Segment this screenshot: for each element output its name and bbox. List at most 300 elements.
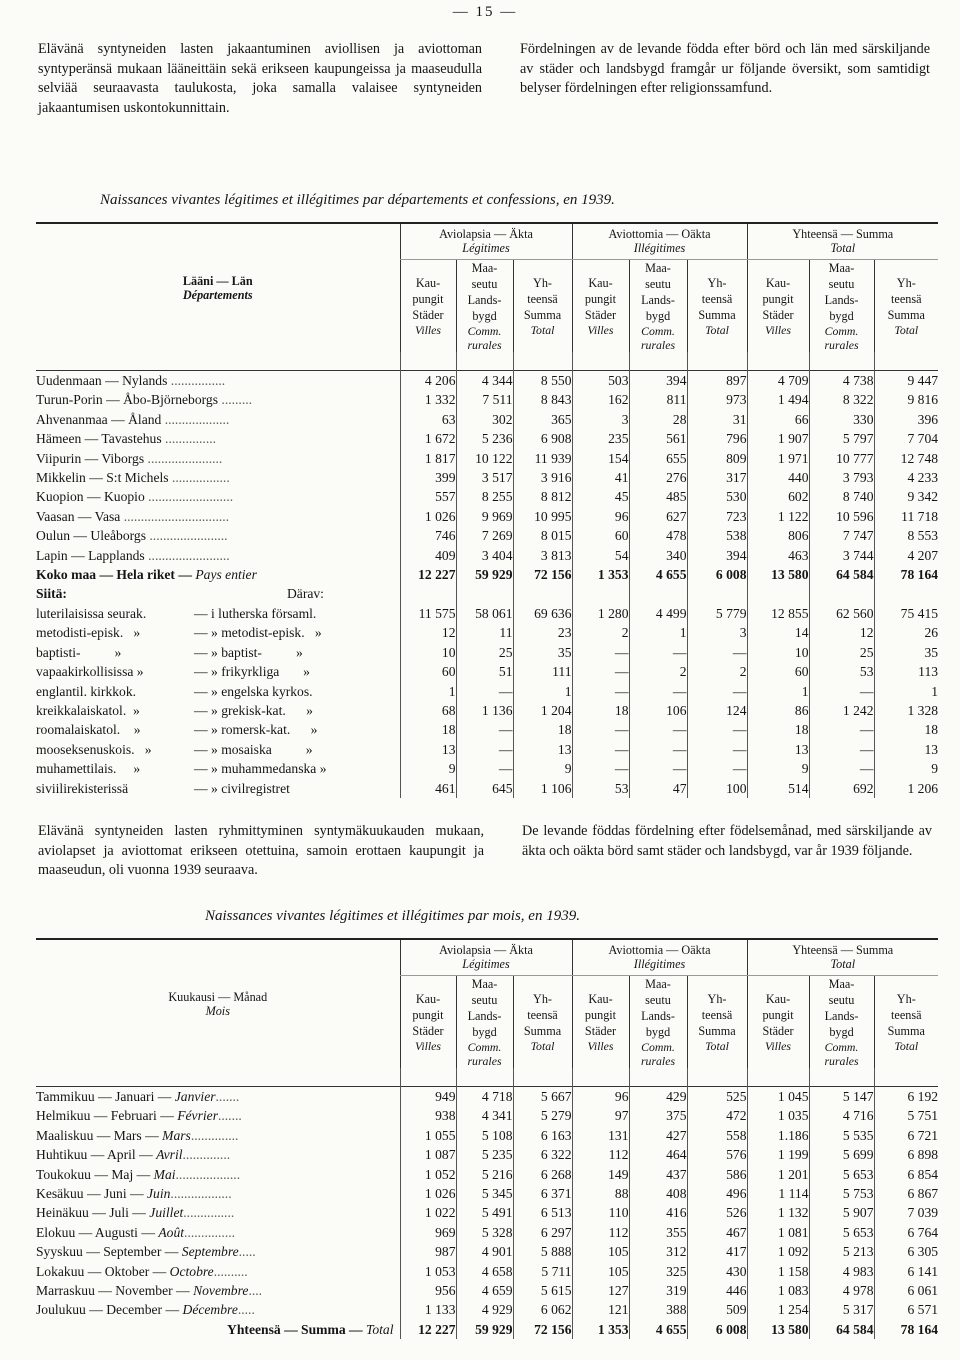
value-cell: 427: [629, 1126, 687, 1145]
religion-swedish: — » frikyrkliga »: [194, 664, 310, 680]
value-cell: 11: [456, 623, 513, 642]
value-cell: 13 580: [747, 565, 809, 584]
value-cell: 121: [572, 1300, 629, 1319]
value-cell: 340: [629, 546, 687, 565]
column-header-1-1: [629, 260, 687, 353]
value-cell: 5 711: [513, 1262, 572, 1281]
table-row: [36, 487, 938, 506]
leader-dots: ...............................: [123, 508, 230, 524]
total-row: [36, 1320, 938, 1339]
value-cell: 1 022: [400, 1203, 456, 1222]
value-cell: 1 907: [747, 429, 809, 448]
religion-label: [36, 740, 400, 759]
table-row: [36, 410, 938, 429]
total-label-text: Yhteensä — Summa —: [227, 1321, 363, 1337]
value-cell: 8 322: [809, 390, 874, 409]
leader-dots: .........: [221, 392, 253, 408]
month-name: Maaliskuu — Mars —: [36, 1127, 159, 1143]
of-which-finnish: Siitä:: [36, 586, 67, 602]
value-cell: 526: [687, 1203, 747, 1222]
value-cell: 28: [629, 410, 687, 429]
value-cell: 13: [874, 740, 938, 759]
value-cell: 6 898: [874, 1145, 938, 1164]
value-cell: 1 026: [400, 1184, 456, 1203]
value-cell: 88: [572, 1184, 629, 1203]
value-cell: 5 888: [513, 1242, 572, 1261]
value-cell: 1 353: [572, 565, 629, 584]
column-header-line: bygd: [829, 309, 854, 323]
value-cell: 5 235: [456, 1145, 513, 1164]
value-cell: 4 659: [456, 1281, 513, 1300]
leader-dots: ..................: [170, 1186, 232, 1202]
month-label: [36, 1106, 400, 1125]
value-cell: 18: [400, 720, 456, 739]
column-header-line: Städer: [412, 308, 444, 322]
value-cell: 105: [572, 1262, 629, 1281]
value-cell: 692: [809, 779, 874, 798]
religion-finnish: baptisti- »: [36, 644, 122, 660]
value-cell: 416: [629, 1203, 687, 1222]
value-cell: 8 550: [513, 371, 572, 391]
month-name: Kesäkuu — Juni —: [36, 1186, 144, 1202]
religion-label: [36, 604, 400, 623]
value-cell: 12 227: [400, 1320, 456, 1339]
value-cell: 7 039: [874, 1203, 938, 1222]
value-cell: 645: [456, 779, 513, 798]
value-cell: 9 969: [456, 507, 513, 526]
value-cell: 12: [809, 623, 874, 642]
value-cell: 10 777: [809, 449, 874, 468]
value-cell: 41: [572, 468, 629, 487]
value-cell: 2: [687, 662, 747, 681]
column-header-1-2: [687, 260, 747, 353]
religion-label: [36, 623, 400, 642]
value-cell: 12: [400, 623, 456, 642]
value-cell: —: [687, 643, 747, 662]
leader-dots: ...................: [164, 411, 230, 427]
value-cell: 1 053: [400, 1262, 456, 1281]
value-cell: 149: [572, 1165, 629, 1184]
department-label: [36, 410, 400, 429]
table-row: [36, 390, 938, 409]
value-cell: 8 812: [513, 487, 572, 506]
row-header-cell: [36, 223, 400, 352]
empty-cell: [456, 584, 513, 603]
religion-label: [36, 779, 400, 798]
value-cell: 1 092: [747, 1242, 809, 1261]
spacer-cell: [513, 1068, 572, 1087]
value-cell: 938: [400, 1106, 456, 1125]
value-cell: 1 081: [747, 1223, 809, 1242]
value-cell: 35: [513, 643, 572, 662]
table-2-body: [36, 1068, 938, 1339]
value-cell: 9: [400, 759, 456, 778]
value-cell: 440: [747, 468, 809, 487]
religion-label: [36, 643, 400, 662]
intro-text-swedish: Fördelningen av de levande födda efter börd och län med särskiljande av städer och landsbygd framgår ur följande översikt, som samtidigt belyser fördelningen efter religionssamfund.: [520, 41, 930, 97]
department-label: [36, 429, 400, 448]
value-cell: 530: [687, 487, 747, 506]
value-cell: —: [687, 682, 747, 701]
value-cell: 4 655: [629, 1320, 687, 1339]
value-cell: 6 008: [687, 1320, 747, 1339]
religion-row: [36, 623, 938, 642]
month-french: Septembre: [181, 1244, 239, 1260]
value-cell: 4 716: [809, 1106, 874, 1125]
religion-label: [36, 662, 400, 681]
value-cell: 6 008: [687, 565, 747, 584]
column-header-line: pungit: [584, 292, 617, 306]
month-name: Helmikuu — Februari —: [36, 1108, 174, 1124]
spacer-cell: [629, 1068, 687, 1087]
value-cell: 1 971: [747, 449, 809, 468]
column-header-line: Villes: [587, 1039, 614, 1053]
value-cell: 1 817: [400, 449, 456, 468]
month-label: [36, 1300, 400, 1319]
column-group-1: [572, 223, 747, 260]
value-cell: 3 517: [456, 468, 513, 487]
spacer-cell: [747, 352, 809, 371]
value-cell: 5 699: [809, 1145, 874, 1164]
religion-row: [36, 682, 938, 701]
religion-row: [36, 779, 938, 798]
value-cell: 59 929: [456, 1320, 513, 1339]
column-header-line: Maa-: [828, 977, 855, 991]
value-cell: 4 901: [456, 1242, 513, 1261]
column-header-line: pungit: [412, 292, 444, 306]
spacer-row: [36, 1068, 938, 1087]
leader-dots: ......................: [147, 450, 223, 466]
religion-swedish: — i lutherska församl.: [194, 605, 317, 621]
spacer-cell: [747, 1068, 809, 1087]
table-row: [36, 449, 938, 468]
value-cell: 54: [572, 546, 629, 565]
value-cell: 6 141: [874, 1262, 938, 1281]
value-cell: 4 658: [456, 1262, 513, 1281]
value-cell: 4 207: [874, 546, 938, 565]
column-header-line: Lands-: [467, 1009, 502, 1023]
value-cell: 1 672: [400, 429, 456, 448]
value-cell: 561: [629, 429, 687, 448]
value-cell: 375: [629, 1106, 687, 1125]
value-cell: 86: [747, 701, 809, 720]
total-label-french: Pays entier: [195, 567, 257, 583]
value-cell: 655: [629, 449, 687, 468]
column-group-sublabel: Illégitimes: [633, 957, 686, 971]
value-cell: 59 929: [456, 565, 513, 584]
column-header-line: teensä: [527, 1008, 558, 1022]
column-header-line: Städer: [762, 1024, 794, 1038]
column-header-line: Comm.: [467, 324, 502, 338]
value-cell: 525: [687, 1087, 747, 1107]
value-cell: 1.186: [747, 1126, 809, 1145]
column-header-line: rurales: [640, 1054, 676, 1068]
value-cell: 18: [513, 720, 572, 739]
of-which-swedish: Därav:: [286, 586, 324, 602]
column-header-line: Total: [530, 1039, 555, 1053]
value-cell: —: [572, 643, 629, 662]
value-cell: 973: [687, 390, 747, 409]
value-cell: —: [809, 720, 874, 739]
value-cell: 3: [572, 410, 629, 429]
value-cell: 8 553: [874, 526, 938, 545]
value-cell: 64 584: [809, 565, 874, 584]
spacer-cell: [572, 1068, 629, 1087]
value-cell: 124: [687, 701, 747, 720]
value-cell: 14: [747, 623, 809, 642]
column-header-line: bygd: [645, 309, 671, 323]
value-cell: 9: [874, 759, 938, 778]
column-header-line: teensä: [891, 1008, 922, 1022]
value-cell: 18: [747, 720, 809, 739]
spacer-cell: [400, 1068, 456, 1087]
value-cell: 399: [400, 468, 456, 487]
value-cell: 1: [747, 682, 809, 701]
column-group-sublabel: Total: [830, 957, 856, 971]
value-cell: 6 571: [874, 1300, 938, 1319]
month-name: Toukokuu — Maj —: [36, 1166, 151, 1182]
column-header-line: Kau-: [588, 276, 613, 290]
month-french: Août: [158, 1224, 185, 1240]
value-cell: 394: [687, 546, 747, 565]
value-cell: 1 087: [400, 1145, 456, 1164]
value-cell: 5 213: [809, 1242, 874, 1261]
value-cell: 51: [456, 662, 513, 681]
month-french: Avril: [156, 1147, 183, 1163]
column-header-line: Summa: [523, 1024, 562, 1038]
value-cell: —: [572, 662, 629, 681]
column-header-0-0: [400, 976, 456, 1069]
value-cell: 4 738: [809, 371, 874, 391]
column-group-sublabel: Total: [830, 241, 856, 255]
column-header-line: Summa: [698, 1024, 736, 1038]
month-label: [36, 1087, 400, 1107]
column-group-sublabel: Illégitimes: [633, 241, 686, 255]
column-header-line: Maa-: [645, 977, 671, 991]
religion-swedish: — » metodist-episk. »: [194, 625, 322, 641]
column-group-label: Aviottomia — Oäkta: [608, 227, 711, 241]
column-header-line: Maa-: [828, 261, 855, 275]
column-header-line: bygd: [472, 1025, 497, 1039]
value-cell: 72 156: [513, 565, 572, 584]
column-header-1-1: [629, 976, 687, 1069]
value-cell: 5 317: [809, 1300, 874, 1319]
total-label-text: Koko maa — Hela riket —: [36, 567, 192, 583]
column-header-line: Lands-: [467, 293, 502, 307]
column-header-line: Maa-: [471, 977, 498, 991]
value-cell: 6 305: [874, 1242, 938, 1261]
table-row: [36, 1106, 938, 1125]
department-name: Viipurin — Viborgs: [36, 450, 145, 466]
empty-cell: [809, 584, 874, 603]
column-header-line: Kau-: [588, 992, 613, 1006]
value-cell: 5 753: [809, 1184, 874, 1203]
column-header-line: pungit: [412, 1008, 444, 1022]
value-cell: 6 163: [513, 1126, 572, 1145]
value-cell: 4 233: [874, 468, 938, 487]
leader-dots: ................: [170, 373, 226, 388]
value-cell: —: [629, 643, 687, 662]
column-header-line: seutu: [828, 993, 855, 1007]
value-cell: 66: [747, 410, 809, 429]
value-cell: 8 255: [456, 487, 513, 506]
table-row: [36, 468, 938, 487]
column-header-line: Maa-: [645, 261, 671, 275]
month-french: Novembre: [193, 1283, 249, 1299]
value-cell: 1 045: [747, 1087, 809, 1107]
column-header-line: Lands-: [641, 293, 675, 307]
value-cell: 1 133: [400, 1300, 456, 1319]
intro-text-finnish: Elävänä syntyneiden lasten jakaantuminen aviollisen ja aviottoman syntyperänsä mukaan lääneittäin sekä erikseen kaupungeissa ja maaseudulla selviää seuraavasta taulukosta, joka samalla valaisee syntyneiden jakaantumisen uskontokunnittain.: [38, 41, 482, 116]
of-which-row: [36, 584, 938, 603]
value-cell: 472: [687, 1106, 747, 1125]
month-name: Huhtikuu — April —: [36, 1147, 153, 1163]
column-header-line: rurales: [640, 338, 676, 352]
value-cell: 162: [572, 390, 629, 409]
value-cell: 723: [687, 507, 747, 526]
table-row: [36, 371, 938, 391]
spacer-label: [36, 352, 400, 371]
value-cell: 111: [513, 662, 572, 681]
month-label: [36, 1242, 400, 1261]
value-cell: 5 535: [809, 1126, 874, 1145]
value-cell: 1 083: [747, 1281, 809, 1300]
value-cell: 5 797: [809, 429, 874, 448]
column-header-line: Comm.: [467, 1040, 502, 1054]
value-cell: 3 916: [513, 468, 572, 487]
department-name: Uudenmaan — Nylands: [36, 373, 168, 388]
value-cell: 8 740: [809, 487, 874, 506]
column-header-line: Comm.: [641, 324, 675, 338]
leader-dots: ....: [248, 1283, 263, 1299]
column-group-2: [747, 939, 938, 976]
column-header-line: Total: [894, 1039, 919, 1053]
value-cell: 276: [629, 468, 687, 487]
religion-swedish: — » mosaiska »: [194, 741, 313, 757]
value-cell: 5 279: [513, 1106, 572, 1125]
month-label: [36, 1223, 400, 1242]
value-cell: 127: [572, 1281, 629, 1300]
value-cell: 2: [629, 662, 687, 681]
column-header-line: Yh-: [896, 992, 916, 1006]
total-label: [36, 565, 400, 584]
value-cell: 6 061: [874, 1281, 938, 1300]
column-header-line: Comm.: [824, 1040, 859, 1054]
column-header-line: Lands-: [641, 1009, 675, 1023]
table-row: [36, 1300, 938, 1319]
religion-label: [36, 682, 400, 701]
month-name: Marraskuu — November —: [36, 1283, 190, 1299]
column-header-line: seutu: [645, 277, 671, 291]
value-cell: 11 718: [874, 507, 938, 526]
value-cell: 78 164: [874, 1320, 938, 1339]
empty-cell: [513, 584, 572, 603]
value-cell: 6 062: [513, 1300, 572, 1319]
value-cell: 6 854: [874, 1165, 938, 1184]
column-header-2-1: [809, 976, 874, 1069]
month-name: Heinäkuu — Juli —: [36, 1205, 146, 1221]
spacer-cell: [456, 352, 513, 371]
empty-cell: [400, 584, 456, 603]
value-cell: 6 192: [874, 1087, 938, 1107]
column-header-line: Summa: [523, 308, 562, 322]
value-cell: 388: [629, 1300, 687, 1319]
department-label: [36, 371, 400, 391]
value-cell: 1 114: [747, 1184, 809, 1203]
value-cell: 463: [747, 546, 809, 565]
value-cell: 113: [874, 662, 938, 681]
value-cell: 25: [456, 643, 513, 662]
column-header-line: Yh-: [533, 992, 552, 1006]
column-header-0-1: [456, 260, 513, 353]
column-header-line: Städer: [762, 308, 794, 322]
value-cell: 969: [400, 1223, 456, 1242]
religion-finnish: muhamettilais. »: [36, 761, 141, 777]
value-cell: —: [572, 740, 629, 759]
leader-dots: .....: [237, 1302, 255, 1318]
column-group-label: Aviolapsia — Äkta: [439, 227, 533, 241]
header-group-row: [36, 223, 938, 260]
religion-finnish: roomalaiskatol. »: [36, 722, 141, 738]
value-cell: 5 667: [513, 1087, 572, 1107]
value-cell: 68: [400, 701, 456, 720]
leader-dots: .......: [217, 1108, 242, 1124]
leader-dots: ...............: [183, 1205, 235, 1221]
value-cell: 9: [513, 759, 572, 778]
leader-dots: ........................: [148, 547, 230, 563]
value-cell: 5 653: [809, 1165, 874, 1184]
value-cell: 60: [747, 662, 809, 681]
table-1-caption: Naissances vivantes légitimes et illégitimes par départements et confessions, en 1939.: [100, 192, 615, 208]
value-cell: 4 983: [809, 1262, 874, 1281]
department-name: Lapin — Lapplands: [36, 547, 145, 563]
value-cell: 13: [400, 740, 456, 759]
value-cell: 5 216: [456, 1165, 513, 1184]
column-header-line: seutu: [828, 277, 855, 291]
value-cell: 7 269: [456, 526, 513, 545]
department-name: Ahvenanmaa — Åland: [36, 411, 162, 427]
value-cell: 437: [629, 1165, 687, 1184]
value-cell: 78 164: [874, 565, 938, 584]
value-cell: 4 655: [629, 565, 687, 584]
column-header-line: rurales: [824, 1054, 859, 1068]
religion-label: [36, 701, 400, 720]
religion-finnish: kreikkalaiskatol. »: [36, 702, 140, 718]
value-cell: 503: [572, 371, 629, 391]
value-cell: 5 491: [456, 1203, 513, 1222]
value-cell: 408: [629, 1184, 687, 1203]
value-cell: 3: [687, 623, 747, 642]
religion-swedish: — » civilregistret: [194, 780, 290, 796]
column-header-line: Comm.: [824, 324, 859, 338]
table-row: [36, 546, 938, 565]
value-cell: 13 580: [747, 1320, 809, 1339]
value-cell: 5 907: [809, 1203, 874, 1222]
value-cell: 538: [687, 526, 747, 545]
value-cell: 7 747: [809, 526, 874, 545]
department-label: [36, 487, 400, 506]
value-cell: 1 055: [400, 1126, 456, 1145]
spacer-cell: [809, 352, 874, 371]
religion-finnish: siviilirekisterissä: [36, 780, 129, 796]
column-header-line: pungit: [762, 1008, 794, 1022]
value-cell: 2: [572, 623, 629, 642]
value-cell: 956: [400, 1281, 456, 1300]
table-row: [36, 526, 938, 545]
value-cell: 13: [747, 740, 809, 759]
value-cell: —: [572, 682, 629, 701]
value-cell: —: [456, 759, 513, 778]
